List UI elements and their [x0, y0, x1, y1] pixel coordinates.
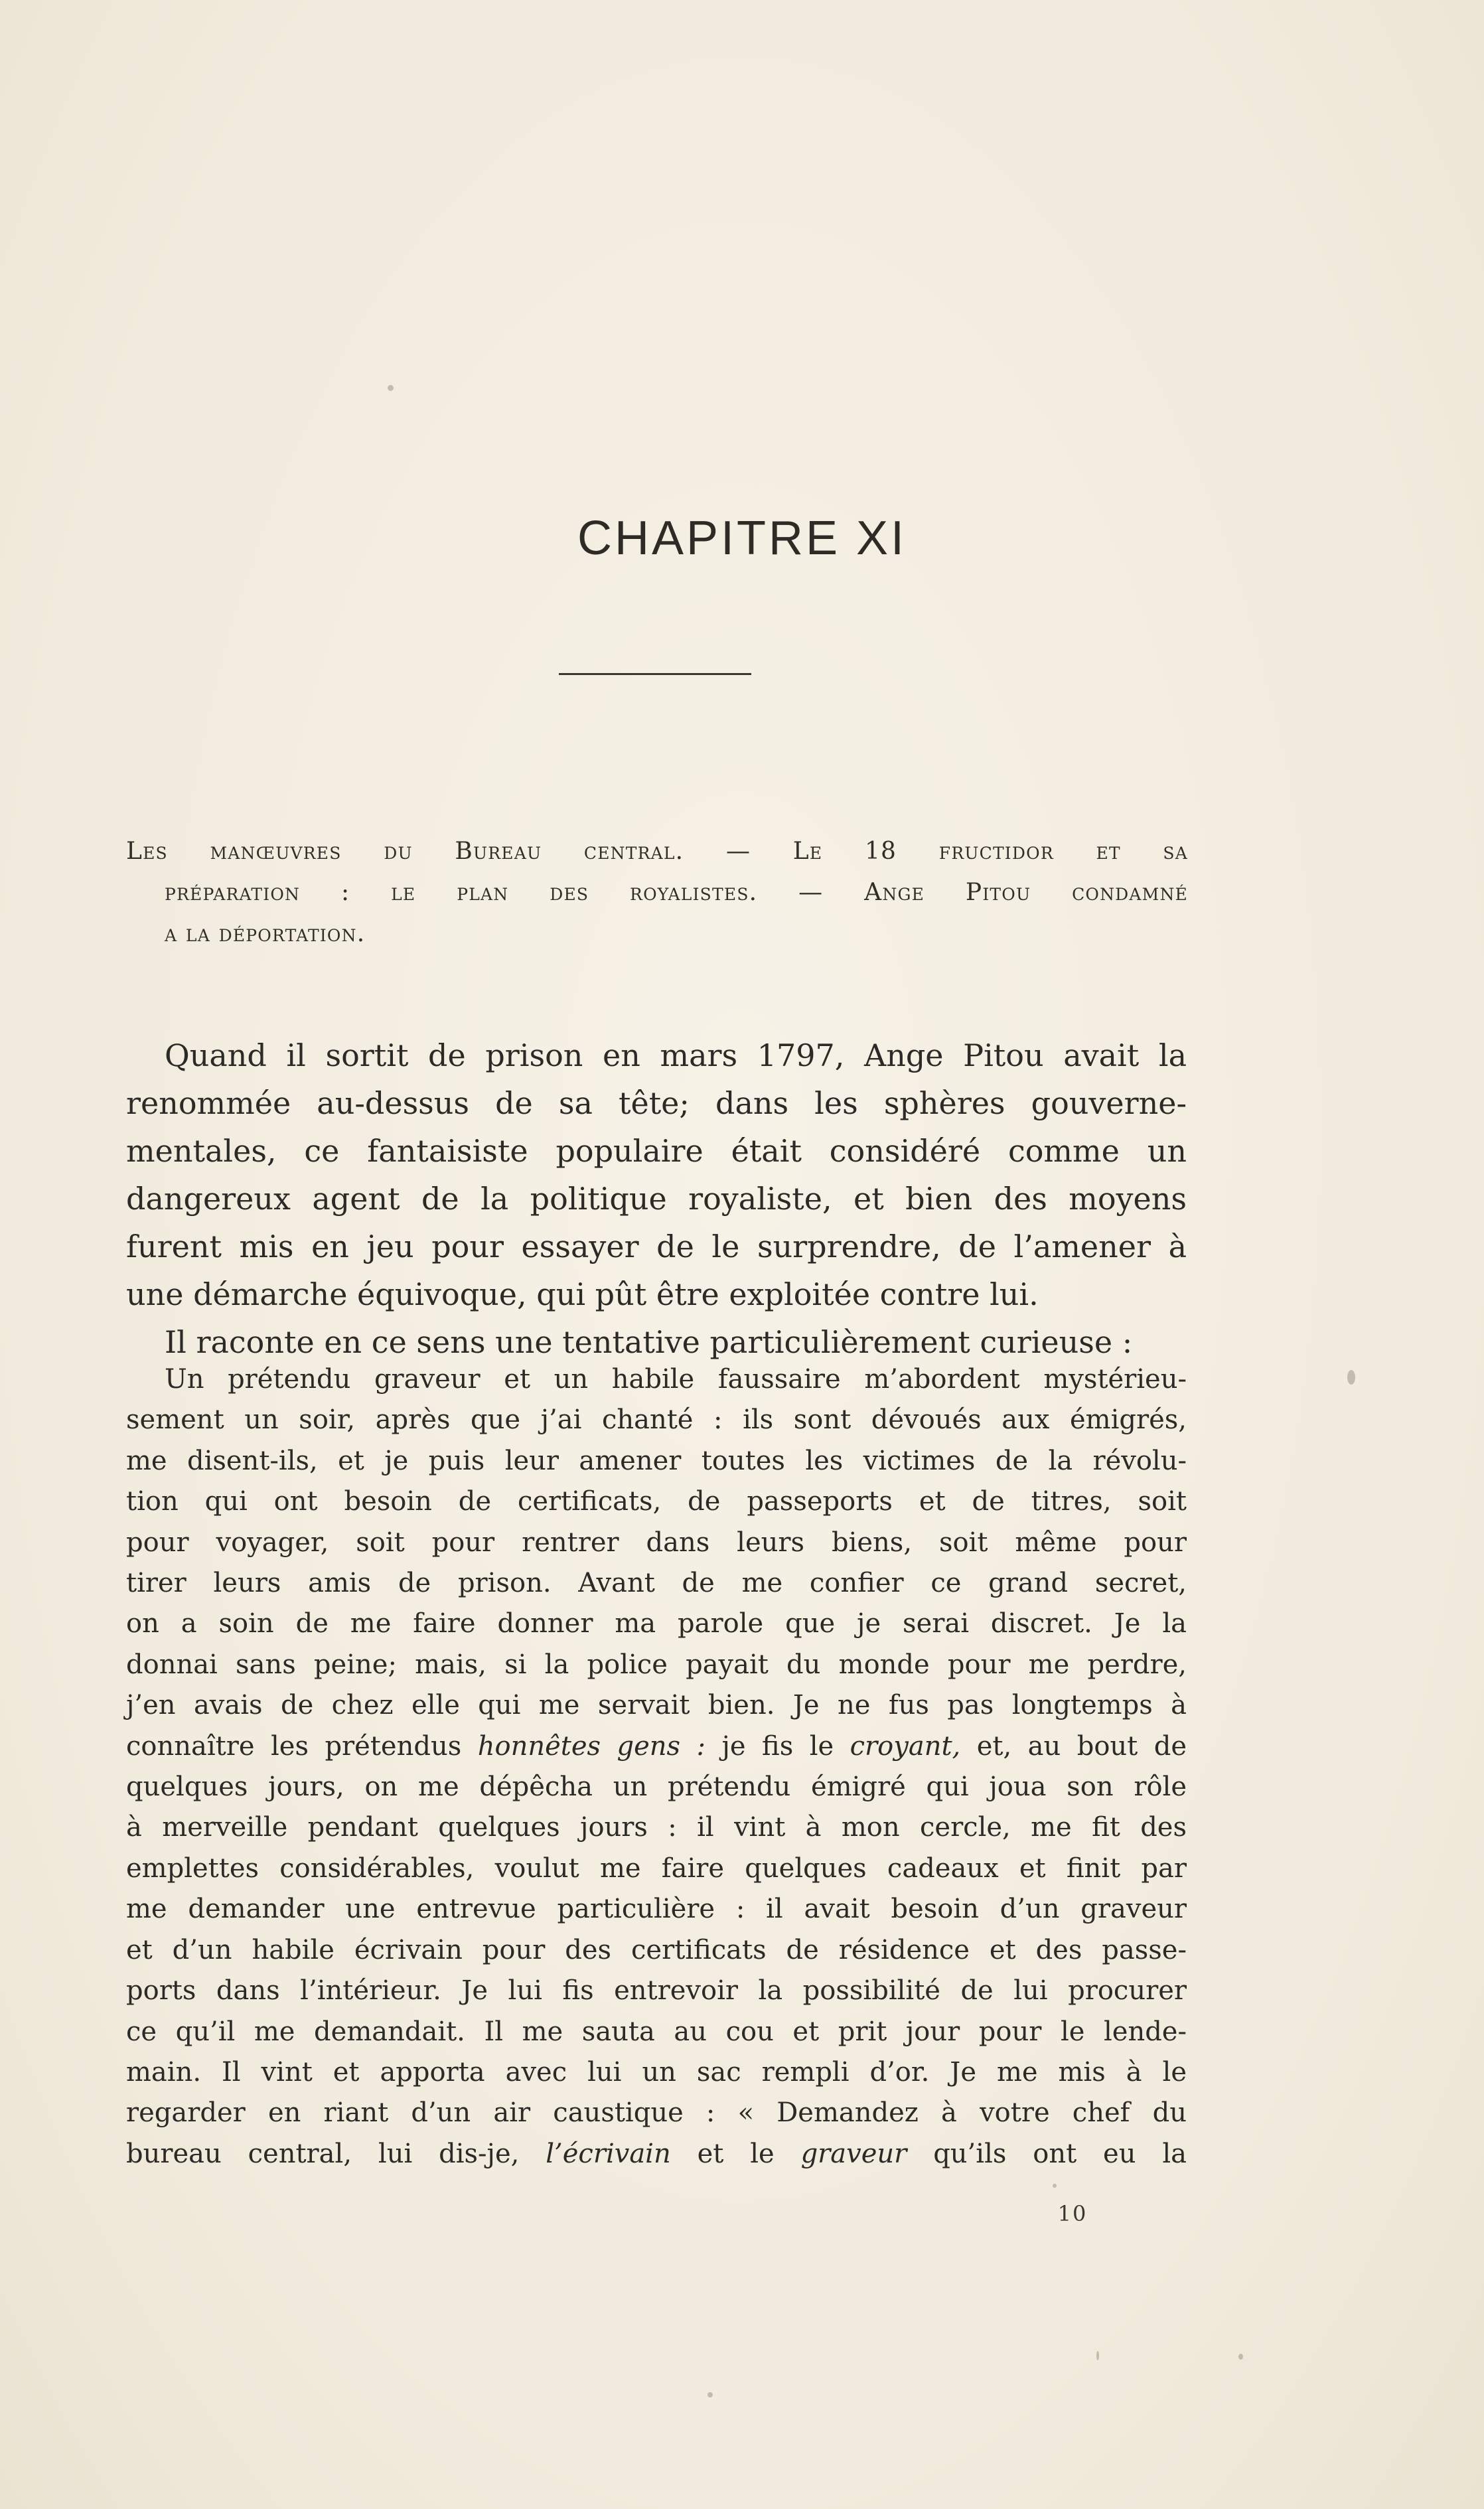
- paper-speck: [1347, 1370, 1355, 1385]
- quoted-passage: [126, 1359, 1187, 2174]
- quote-line-mixed: [126, 1726, 1187, 1767]
- body-line: Il raconte en ce sens une tentative particulièrement curieuse :: [165, 1324, 1133, 1360]
- quote-line: regarder en riant d’un air caustique : « Demandez à votre chef du: [126, 2097, 1187, 2129]
- paper-speck: [1238, 2354, 1243, 2360]
- quote-italic: honnêtes gens :: [477, 1730, 706, 1762]
- quote-line: me demander une entrevue particulière : il avait besoin d’un graveur: [126, 1894, 1187, 1925]
- paper-speck: [1053, 2184, 1057, 2188]
- body-line: dangereux agent de la politique royaliste, et bien des moyens: [126, 1181, 1187, 1217]
- quote-line: pour voyager, soit pour rentrer dans leurs biens, soit même pour: [126, 1527, 1187, 1558]
- quote-text: bureau central, lui dis-je,: [126, 2138, 520, 2169]
- quote-line: Un prétendu graveur et un habile faussaire m’abordent mystérieu-: [165, 1364, 1187, 1395]
- quote-line-mixed: [126, 2134, 1187, 2174]
- body-line: Quand il sortit de prison en mars 1797, Ange Pitou avait la: [165, 1037, 1187, 1073]
- quote-italic: graveur: [800, 2138, 907, 2169]
- quote-italic: l’écrivain: [546, 2138, 671, 2169]
- body-line: une démarche équivoque, qui pût être exploitée contre lui.: [126, 1276, 1039, 1312]
- quote-line: ce qu’il me demandait. Il me sauta au cou et prit jour pour le lende-: [126, 2016, 1187, 2047]
- quote-line: à merveille pendant quelques jours : il vint à mon cercle, me fit des: [126, 1812, 1187, 1843]
- quote-text: et, au bout de: [976, 1730, 1187, 1762]
- quote-text: et le: [697, 2138, 775, 2169]
- body-line: furent mis en jeu pour essayer de le surprendre, de l’amener à: [126, 1229, 1187, 1264]
- chapter-title: CHAPITRE XI: [577, 512, 907, 565]
- paper-speck: [388, 385, 394, 391]
- body-line: renommée au-dessus de sa tête; dans les sphères gouverne-: [126, 1085, 1187, 1121]
- body-paragraphs: [126, 1031, 1187, 1366]
- quote-line: me disent-ils, et je puis leur amener toutes les victimes de la révolu-: [126, 1445, 1187, 1476]
- quote-line: quelques jours, on me dépêcha un prétendu émigré qui joua son rôle: [126, 1772, 1187, 1803]
- summary-line: préparation : le plan des royalistes. — Ange Pitou condamné: [165, 879, 1188, 906]
- summary-line: a la déportation.: [165, 920, 366, 947]
- quote-line: ports dans l’intérieur. Je lui fis entrevoir la possibilité de lui procurer: [126, 1975, 1187, 2007]
- page-number: 10: [1057, 2201, 1088, 2226]
- quote-text: je fis le: [721, 1730, 834, 1762]
- quote-text: qu’ils ont eu la: [933, 2138, 1187, 2169]
- quote-line: on a soin de me faire donner ma parole que je serai discret. Je la: [126, 1608, 1187, 1639]
- quote-text: connaître les prétendus: [126, 1730, 462, 1762]
- paper-speck: [1096, 2351, 1099, 2360]
- quote-line: j’en avais de chez elle qui me servait bien. Je ne fus pas longtemps à: [126, 1690, 1187, 1721]
- quote-line: emplettes considérables, voulut me faire quelques cadeaux et finit par: [126, 1853, 1187, 1884]
- quote-line: sement un soir, après que j’ai chanté : ils sont dévoués aux émigrés,: [126, 1405, 1187, 1436]
- body-line: mentales, ce fantaisiste populaire était considéré comme un: [126, 1133, 1187, 1169]
- quote-line: tion qui ont besoin de certificats, de passeports et de titres, soit: [126, 1486, 1187, 1517]
- summary-line: Les manœuvres du Bureau central. — Le 18 fructidor et sa: [126, 838, 1188, 865]
- quote-italic: croyant,: [850, 1730, 961, 1762]
- quote-line: et d’un habile écrivain pour des certificats de résidence et des passe-: [126, 1934, 1187, 1965]
- quote-line: main. Il vint et apporta avec lui un sac rempli d’or. Je me mis à le: [126, 2056, 1187, 2088]
- paper-speck: [707, 2392, 713, 2397]
- quote-line: tirer leurs amis de prison. Avant de me confier ce grand secret,: [126, 1568, 1187, 1599]
- quote-line: donnai sans peine; mais, si la police payait du monde pour me perdre,: [126, 1649, 1187, 1680]
- chapter-summary: [126, 831, 1188, 954]
- title-divider: [559, 673, 751, 675]
